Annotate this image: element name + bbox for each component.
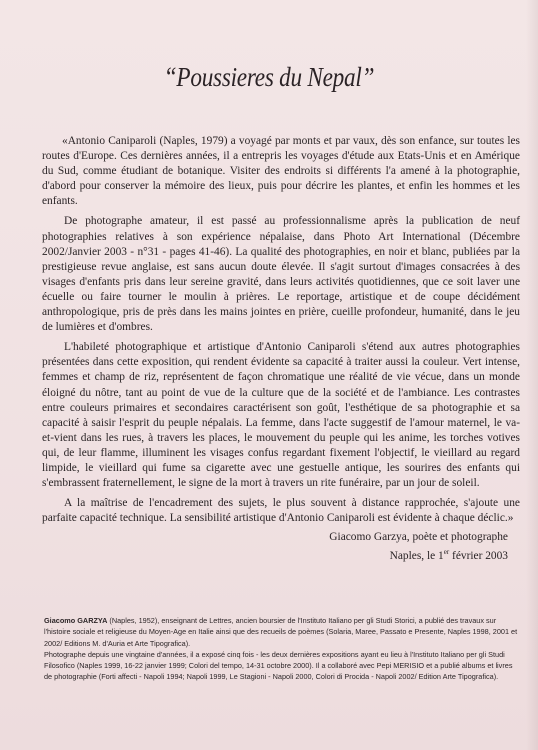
signature-block	[42, 530, 508, 564]
main-text	[42, 134, 520, 564]
signature-author: Giacomo Garzya, poète et photographe	[329, 531, 508, 544]
bio-paragraph-1: Giacomo GARZYA (Naples, 1952), enseignant de Lettres, ancien boursier de l'Instituto Italiano per gli Studi Storici, a publié des travaux sur l'histoire sociale et religieuse du Moyen-Age en Italie ainsi que des recueils de poèmes (Solaria, Maree, Passato e Presente, Naples 1998, 2001 et 2002/ Editions M. d'Auria et Arte Tipografica).	[44, 616, 518, 648]
paragraph-4: A la maîtrise de l'encadrement des sujets, le plus souvent à distance rapprochée, s'ajoute une parfaite capacité technique. La sensibilité artistique d'Antonio Caniparoli est évidente à chaque déclic.»	[42, 497, 520, 525]
paragraph-2: De photographe amateur, il est passé au professionnalisme après la publication de neuf photographies relatives à son expérience népalaise, dans Photo Art International (Décembre 2002/Janvier 2003 - n°31 - pages 41-46). La qualité des photographies, en noir et blanc, publiées par la prestigieuse revue anglaise, est sans aucun doute élevée. Il s'agit surtout d'images consacrées à des visages d'enfants pris dans leur sereine gravité, dans leurs activités quotidiennes, que ce soit laver une écuelle ou faire tourner le moulin à prières. Le reportage, artistique et de coupe décidément anthropologique, pris de près dans les mains jointes en prière, cueille profondeur, humanité, dans le jeu de lumières et d'ombres.	[42, 215, 520, 334]
panel-edge-shadow	[526, 0, 538, 750]
author-bio	[44, 615, 520, 683]
bio-paragraph-2: Photographe depuis une vingtaine d'années, il a exposé cinq fois - les deux dernières expositions ayant eu lieu à l'Instituto Italiano per gli Studi Filosofico (Naples 1999, 16-22 janvier 1999; Colori del tempo, 14-31 octobre 2000). Il a collaboré avec Pepi MERISIO et a publié albums et livres de photographie (Forti affecti - Napoli 1994; Napoli 1999, Le Stagioni - Napoli 2000, Colori di Procida - Napoli 2002/ Edition Arte Tipografica).	[44, 649, 513, 682]
paragraph-1: «Antonio Caniparoli (Naples, 1979) a voyagé par monts et par vaux, dès son enfance, sur toutes les routes d'Europe. Ces dernières années, il a entrepris les voyages d'étude aux Etats-Unis et en Amérique du Sud, comme étudiant de botanique. Visiter des endroits si différents l'a amené à la photographie, d'abord pour conserver la mémoire des lieux, puis pour décrire les plantes, et enfin les hommes et les enfants.	[42, 135, 520, 208]
signature-place-date: Naples, le 1er février 2003	[389, 548, 508, 563]
page-title: “Poussieres du Nepal”	[163, 62, 375, 92]
paragraph-3: L'habileté photographique et artistique d'Antonio Caniparoli s'étend aux autres photographies présentées dans cette exposition, qui rendent évidente sa capacité à traiter aussi la couleur. Vert intense, femmes et champ de riz, représentent de façon chromatique une réalité de vie vécue, dans un monde éloigné du nôtre, tant au point de vue de la culture que de la société et de l'ambiance. Les contrastes entre couleurs primaires et secondaires caractérisent son goût, l'esthétique de sa photographie et sa capacité à saisir l'esprit du peuple népalais. La femme, dans l'acte suggestif de l'amour maternel, le va-et-vient dans les rues, à travers les places, le mouvement du peuple qui les anime, les torches votives qui, de leur flamme, illuminent les visages confus regardant fixement l'objectif, le vieillard au regard limpide, le vieillard qui fume sa cigarette avec une gestuelle antique, les sourires des enfants qui s'embrassent fraternellement, le signe de la mort à travers un rite funéraire, par un jour de soleil.	[42, 341, 520, 490]
bio-name: Giacomo GARZYA	[44, 616, 108, 625]
